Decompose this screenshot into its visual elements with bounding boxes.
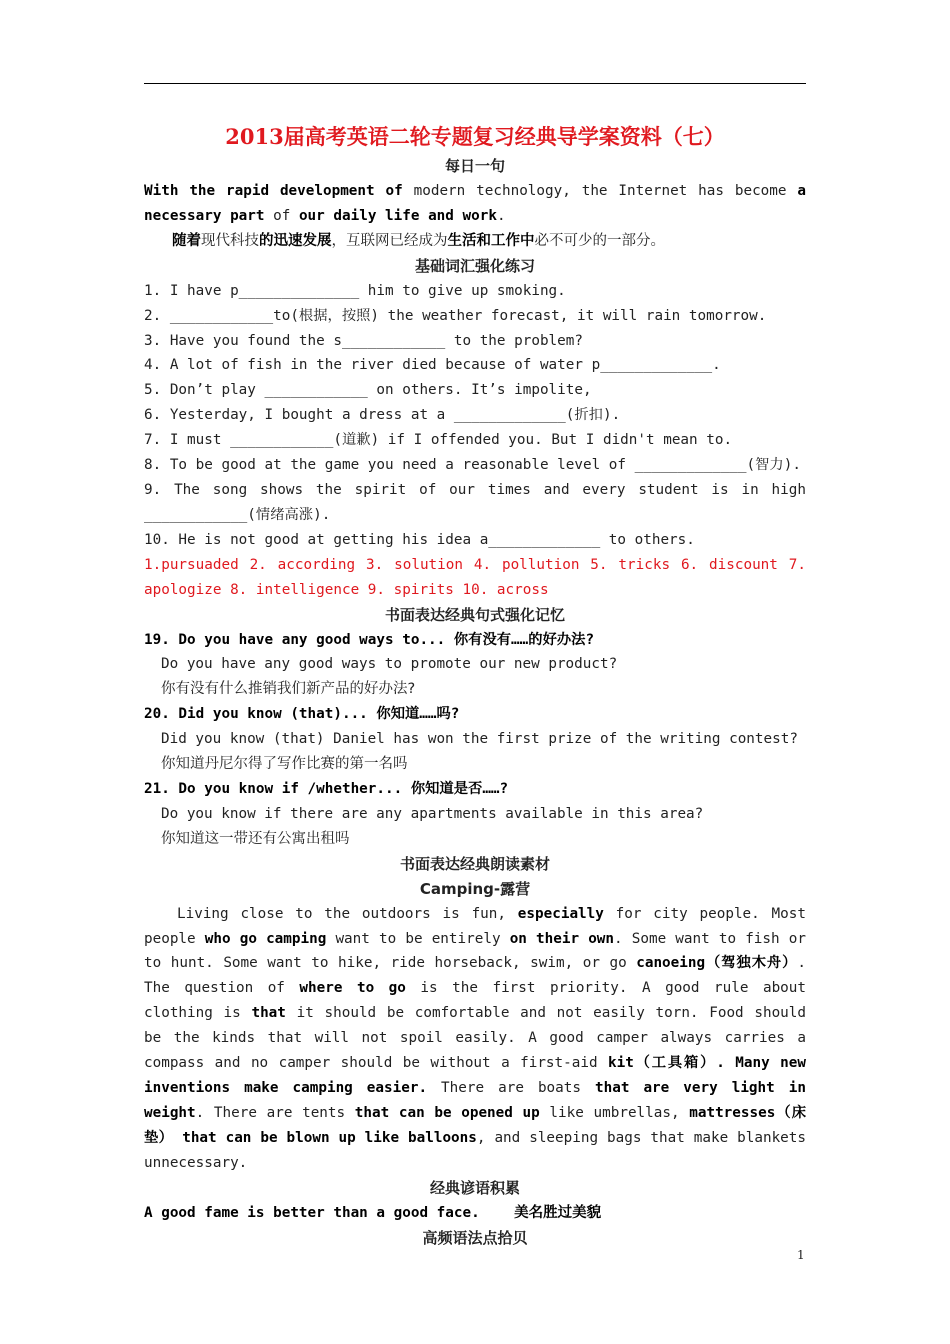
daily-zh-5: 生活和工作中 bbox=[447, 232, 535, 249]
pattern-19-en: Do you have any good ways to promote our new product? bbox=[161, 656, 618, 673]
reading-seg: canoeing（驾独木舟） bbox=[636, 955, 798, 972]
reading-seg: that are very light in weight bbox=[144, 1080, 806, 1121]
vocab-answers-line1: 1.pursuaded 2. according 3. solution 4. pollution 5. tricks 6. discount 7. bbox=[144, 556, 806, 573]
daily-en-8: of bbox=[264, 207, 299, 224]
reading-seg: like umbrellas, bbox=[539, 1104, 690, 1121]
vocab-item-5: 5. Don’t play ____________ on others. It’s impolite, bbox=[144, 382, 592, 399]
vocab-item-4: 4. A lot of fish in the river died because of water p_____________. bbox=[144, 357, 721, 374]
vocab-item-3: 3. Have you found the s____________ to the problem? bbox=[144, 332, 583, 349]
reading-seg: want to be entirely bbox=[326, 930, 510, 947]
reading-seg: mattresses（床垫） that can be blown up like balloons bbox=[144, 1104, 807, 1146]
pattern-20-zh: 你知道丹尼尔得了写作比赛的第一名吗 bbox=[161, 756, 408, 773]
daily-sentence-heading: 每日一句 bbox=[444, 157, 505, 175]
vocab-answers-line2: apologize 8. intelligence 9. spirits 10. across bbox=[144, 581, 549, 598]
reading-seg: is the first priority. A good rule about clothing is bbox=[144, 980, 806, 1022]
daily-en-4: of bbox=[374, 183, 414, 199]
reading-seg: especially bbox=[517, 905, 604, 922]
reading-seg: , and sleeping bags that make blankets unnecessary. bbox=[144, 1129, 806, 1171]
page-number: 1 bbox=[797, 1248, 805, 1262]
reading-seg: who go camping bbox=[204, 930, 327, 947]
daily-zh-3: 的迅速发展 bbox=[259, 232, 332, 249]
pattern-21-zh: 你知道这一带还有公寓出租吗 bbox=[161, 830, 350, 847]
reading-seg: . Some want to fish or to hunt. Some want to hike, ride horseback, swim, or go bbox=[144, 930, 806, 972]
reading-seg: it should be comfortable and not easily torn. Food should be the kinds that will not spoil easily. A good camper always carries a compass and no camper should be without a first-aid bbox=[144, 1005, 806, 1072]
proverb-heading: 经典谚语积累 bbox=[429, 1178, 520, 1197]
proverb-en: A good fame is better than a good face. bbox=[144, 1204, 480, 1221]
reading-seg: that bbox=[251, 1005, 286, 1022]
reading-seg: . There are tents bbox=[195, 1104, 355, 1121]
reading-seg: that can be opened up bbox=[354, 1104, 540, 1121]
reading-heading: 书面表达经典朗读素材 bbox=[399, 854, 550, 873]
reading-seg: for city people. Most people bbox=[144, 905, 806, 947]
patterns-heading: 书面表达经典句式强化记忆 bbox=[384, 605, 565, 624]
document-title: 2013届高考英语二轮专题复习经典导学案资料（七） bbox=[225, 124, 725, 149]
reading-seg: on their own bbox=[509, 930, 615, 947]
daily-zh-6: 必不可少的一部分。 bbox=[534, 232, 665, 249]
daily-sentence-en-line1 bbox=[144, 179, 806, 204]
vocab-item-10: 10. He is not good at getting his idea a_____________ to others. bbox=[144, 531, 695, 548]
vocab-heading: 基础词汇强化练习 bbox=[414, 256, 535, 275]
proverb-line bbox=[144, 1201, 806, 1226]
proverb-zh: 美名胜过美貌 bbox=[514, 1204, 602, 1221]
pattern-19-zh: 你有没有什么推销我们新产品的好办法? bbox=[161, 681, 416, 698]
vocab-item-1: 1. I have p______________ him to give up smoking. bbox=[144, 282, 566, 299]
daily-en-2: the bbox=[178, 183, 227, 199]
vocab-item-2: 2. ____________to(根据，按照) the weather forecast, it will rain tomorrow. bbox=[144, 307, 767, 324]
daily-en-1: With bbox=[144, 183, 179, 199]
pattern-21-head: 21. Do you know if /whether... 你知道是否……? bbox=[144, 780, 509, 797]
daily-sentence-zh bbox=[144, 229, 806, 254]
pattern-21-en: Do you know if there are any apartments available in this area? bbox=[161, 805, 704, 822]
vocab-item-8: 8. To be good at the game you need a reasonable level of _____________(智力). bbox=[144, 457, 801, 474]
daily-en-5: modern technology, the Internet has become bbox=[413, 183, 798, 199]
header-rule bbox=[144, 83, 806, 84]
grammar-heading: 高频语法点拾贝 bbox=[422, 1228, 528, 1247]
reading-seg: kit（工具箱）. Many new inventions make camping easier. bbox=[144, 1055, 806, 1096]
daily-en-7: necessary part bbox=[144, 207, 265, 224]
pattern-19-head: 19. Do you have any good ways to... 你有没有……的好办法? bbox=[144, 631, 595, 648]
document-page bbox=[144, 120, 806, 1251]
daily-en-9: our daily life and work bbox=[298, 207, 497, 224]
pattern-20-head: 20. Did you know (that)... 你知道……吗? bbox=[144, 706, 460, 723]
pattern-20-en: Did you know (that) Daniel has won the first prize of the writing contest? bbox=[161, 731, 798, 748]
daily-zh-2: 现代科技 bbox=[201, 232, 259, 249]
reading-seg: Living close to the outdoors is fun, bbox=[177, 905, 518, 922]
vocab-item-9-cont: ____________(情绪高涨). bbox=[144, 506, 331, 523]
vocab-item-7: 7. I must ____________(道歉) if I offended you. But I didn't mean to. bbox=[144, 432, 733, 449]
daily-en-6: a bbox=[797, 183, 806, 199]
vocab-item-6: 6. Yesterday, I bought a dress at a _____________(折扣). bbox=[144, 407, 621, 424]
reading-seg: . The question of bbox=[144, 955, 806, 997]
reading-subheading: Camping-露营 bbox=[419, 879, 531, 898]
daily-zh-4: ，互联网已经成为 bbox=[331, 232, 448, 249]
reading-seg: There are boats bbox=[427, 1080, 595, 1096]
daily-en-10: . bbox=[496, 207, 506, 224]
vocab-item-9: 9. The song shows the spirit of our times and every student is in high bbox=[144, 481, 806, 498]
reading-paragraph bbox=[144, 902, 806, 1176]
reading-seg: where to go bbox=[299, 980, 406, 997]
daily-en-3: rapid development bbox=[226, 183, 375, 199]
daily-zh-1: 随着 bbox=[172, 232, 201, 249]
daily-sentence-en-line2 bbox=[144, 204, 806, 229]
